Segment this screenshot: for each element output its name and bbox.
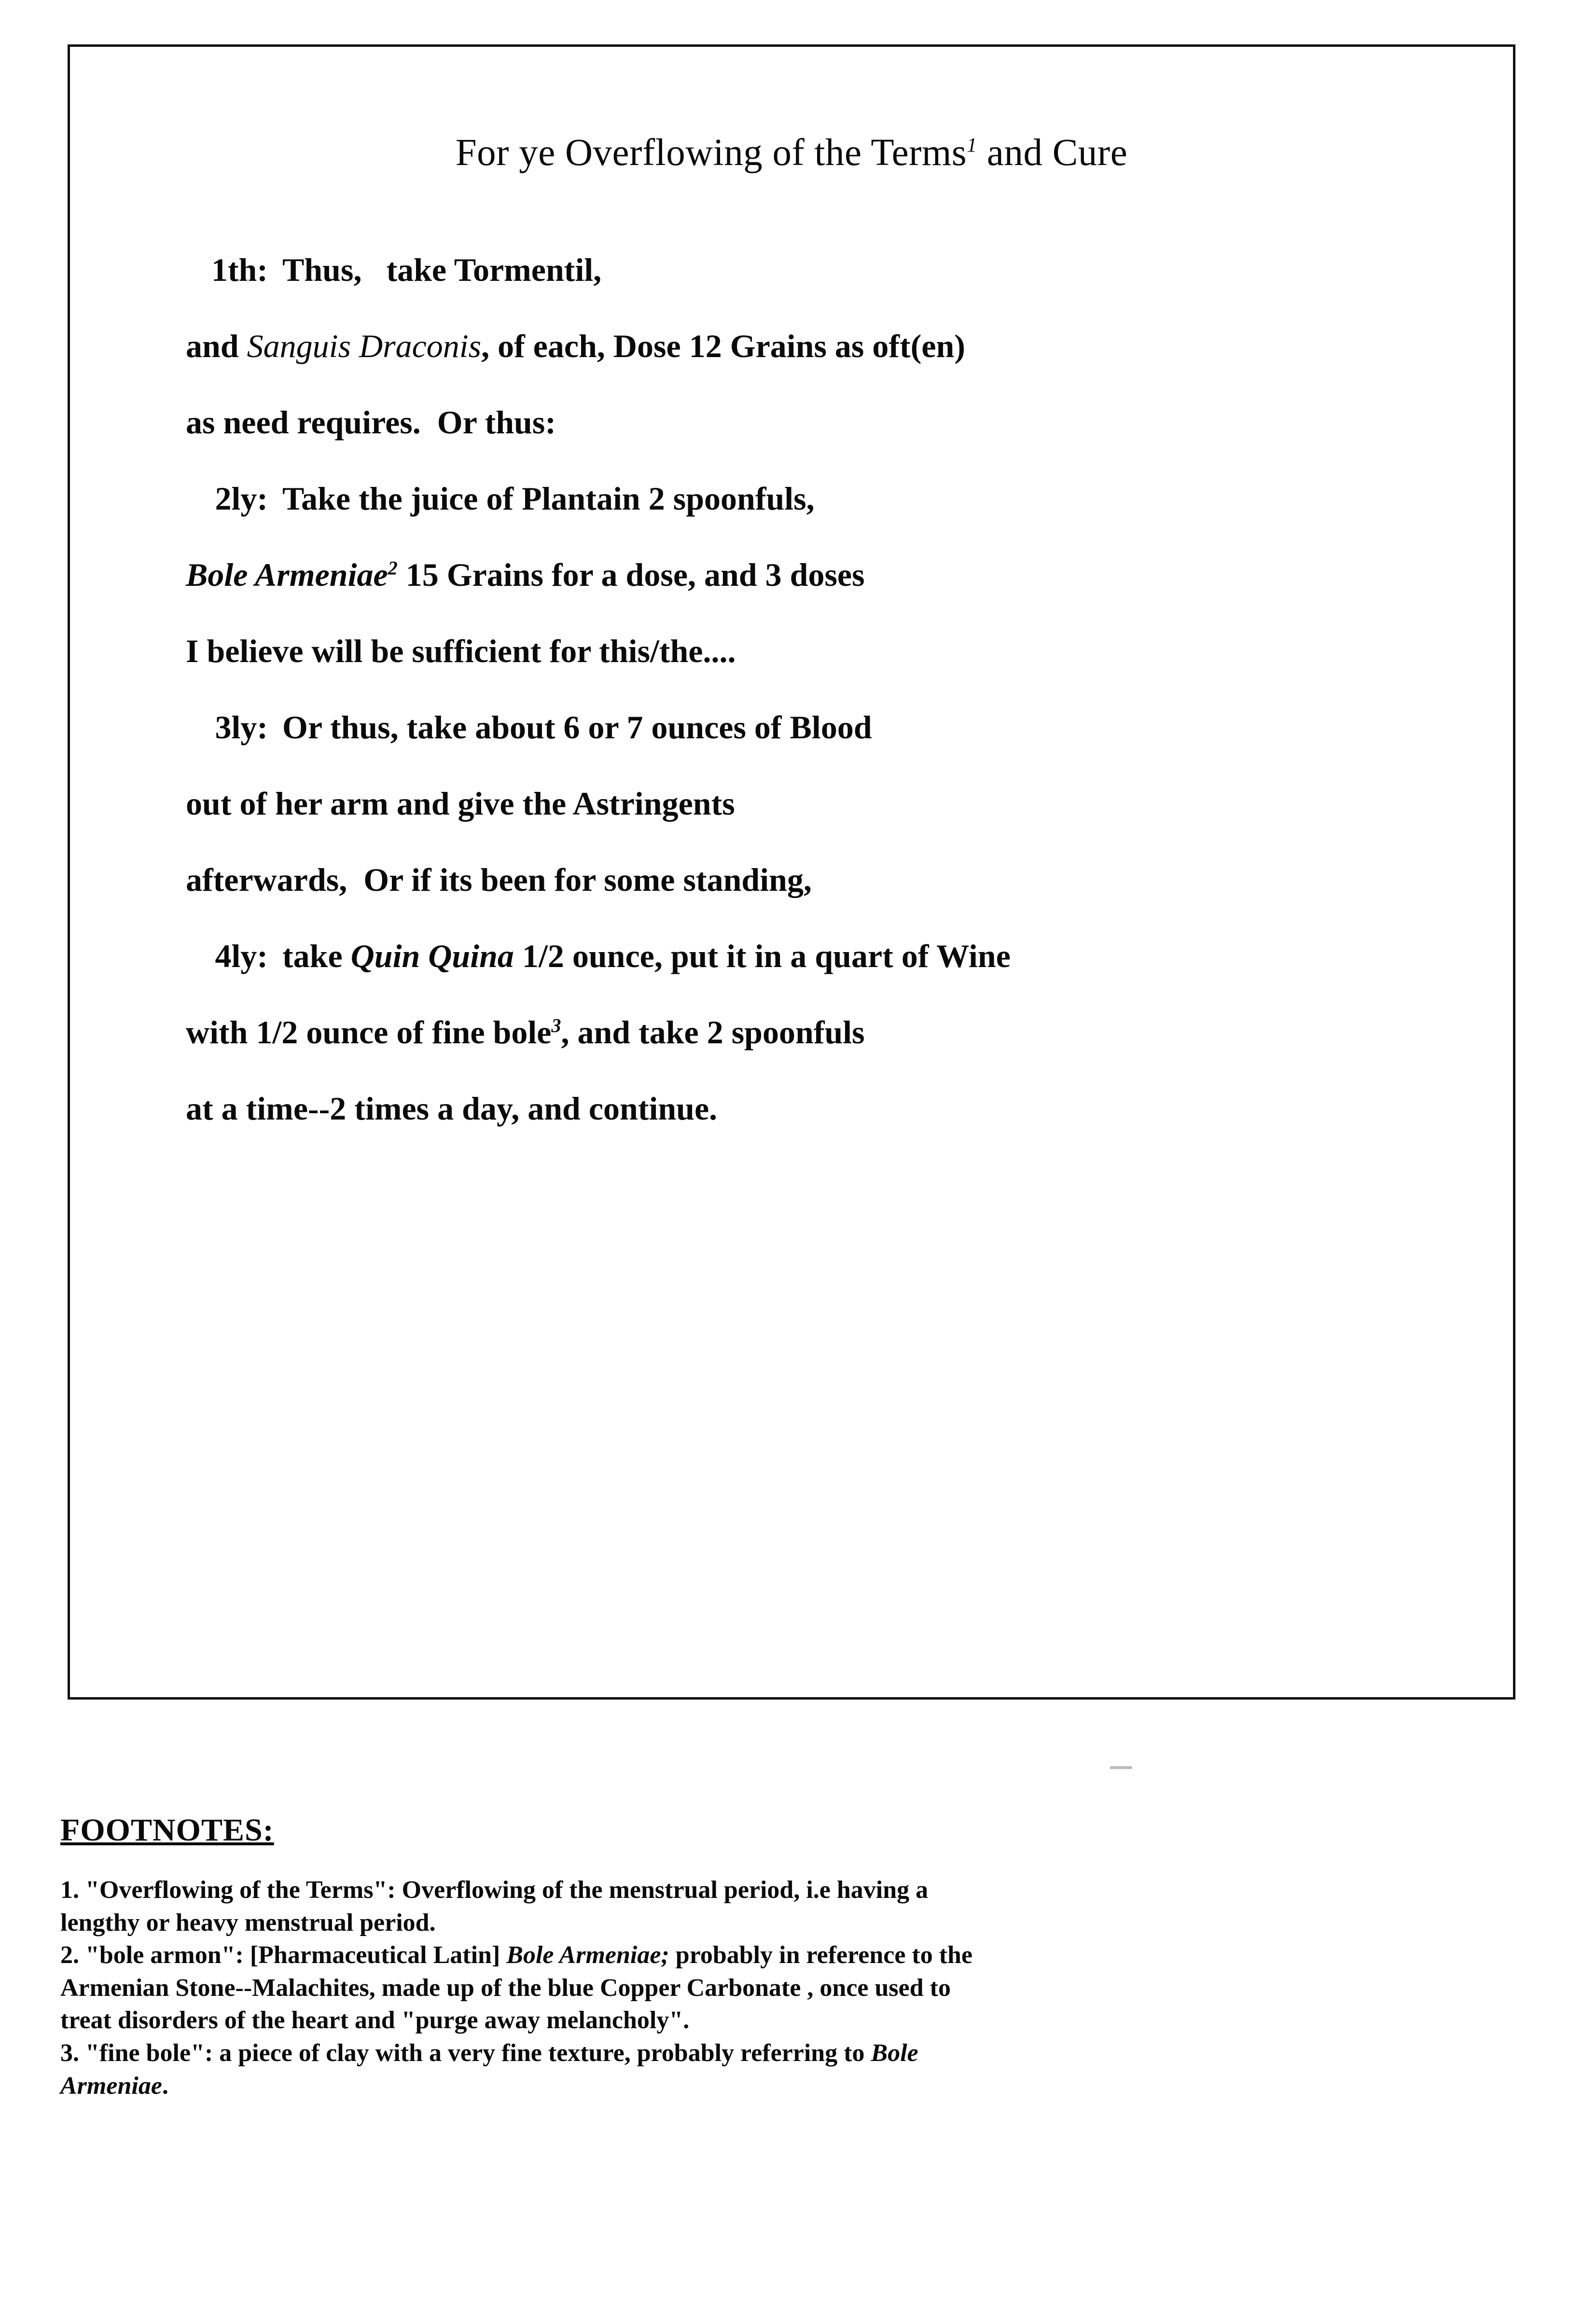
entry-4-line-2 bbox=[70, 994, 1513, 1070]
recipe-entries bbox=[70, 232, 1513, 1147]
entry-4-line-2-text bbox=[186, 1016, 865, 1049]
footnote-3-line-2-period: . bbox=[162, 2072, 168, 2100]
footnote-2-line-3: treat disorders of the heart and "purge away melancholy". bbox=[60, 2006, 690, 2034]
entry-2-line-2-italic: Bole Armeniae bbox=[186, 556, 388, 593]
entry-2-line-3-text: I believe will be sufficient for this/the.... bbox=[186, 633, 736, 669]
entry-1-line-2 bbox=[70, 308, 1513, 384]
entry-4-line-1-part-a: take bbox=[282, 938, 351, 974]
footnote-item-2 bbox=[60, 1939, 1518, 2037]
recipe-entry-1 bbox=[70, 232, 1513, 460]
entry-2-line-2-part-b: 15 Grains for a dose, and 3 doses bbox=[397, 556, 865, 593]
entry-4-line-3 bbox=[70, 1070, 1513, 1147]
recipe-entry-2 bbox=[70, 460, 1513, 689]
footnote-2-italic: Bole Armeniae; bbox=[506, 1941, 669, 1969]
title-footnote-marker: 1 bbox=[967, 134, 977, 157]
page-speck bbox=[1110, 1766, 1132, 1769]
entry-2-line-2-text bbox=[186, 558, 865, 591]
entry-3-line-3 bbox=[70, 842, 1513, 918]
entry-1-line-3 bbox=[70, 384, 1513, 460]
entry-3-line-1 bbox=[70, 689, 1513, 765]
footnote-1-line-2: lengthy or heavy menstrual period. bbox=[60, 1909, 436, 1937]
entry-2-line-3 bbox=[70, 613, 1513, 689]
entry-3-line-2 bbox=[70, 765, 1513, 842]
entry-4-line-1-part-b: 1/2 ounce, put it in a quart of Wine bbox=[513, 938, 1011, 974]
entry-2-line-1 bbox=[70, 460, 1513, 537]
entry-4-line-1 bbox=[70, 918, 1513, 994]
entry-1-line-2-part-a: and bbox=[186, 328, 247, 364]
entry-4-line-1-italic: Quin Quina bbox=[350, 938, 514, 974]
footnote-item-3 bbox=[60, 2037, 1518, 2102]
footnote-2-line-2: Armenian Stone--Malachites, made up of the blue Copper Carbonate , once used to bbox=[60, 1974, 951, 2002]
title-text-part-1: For ye Overflowing of the Terms bbox=[455, 132, 967, 174]
entry-4-marker: 4ly: bbox=[215, 938, 268, 974]
entry-3-line-2-text: out of her arm and give the Astringents bbox=[186, 785, 735, 822]
title-text-part-2: and Cure bbox=[977, 132, 1128, 174]
footnote-3-italic: Bole bbox=[871, 2039, 918, 2067]
page-title bbox=[70, 131, 1513, 175]
footnote-2-part-b: probably in reference to the bbox=[669, 1941, 973, 1969]
entry-4-line-2-part-a: with 1/2 ounce of fine bole bbox=[186, 1014, 552, 1051]
entry-4-line-3-text: at a time--2 times a day, and continue. bbox=[186, 1090, 718, 1127]
entry-3-marker: 3ly: bbox=[215, 709, 268, 746]
entry-1-line-2-part-b: , of each, Dose 12 Grains as oft(en) bbox=[481, 328, 965, 364]
entry-1-line-3-text: as need requires. Or thus: bbox=[186, 404, 556, 441]
entry-3-line-3-text: afterwards, Or if its been for some standing, bbox=[186, 861, 812, 898]
recipe-text-box bbox=[68, 44, 1515, 1700]
entry-3-line-1-text: Or thus, take about 6 or 7 ounces of Blood bbox=[282, 709, 872, 746]
entry-2-marker: 2ly: bbox=[215, 480, 268, 517]
recipe-entry-4 bbox=[70, 918, 1513, 1147]
entry-4-footnote-marker: 3 bbox=[551, 1014, 561, 1037]
footnotes-heading: FOOTNOTES: bbox=[60, 1812, 274, 1848]
entry-1-line-2-text bbox=[186, 330, 965, 362]
recipe-entry-3 bbox=[70, 689, 1513, 918]
entry-4-line-1-text bbox=[282, 940, 1011, 972]
entry-4-line-2-part-b: , and take 2 spoonfuls bbox=[561, 1014, 865, 1051]
footnote-3-line-2-italic: Armeniae bbox=[60, 2072, 162, 2100]
footnote-3-part-a: 3. "fine bole": a piece of clay with a very fine texture, probably referring to bbox=[60, 2039, 871, 2067]
entry-1-line-1 bbox=[70, 232, 1513, 308]
entry-2-line-1-text: Take the juice of Plantain 2 spoonfuls, bbox=[282, 480, 815, 517]
entry-1-marker: 1th: bbox=[211, 251, 268, 288]
entry-2-line-2 bbox=[70, 537, 1513, 613]
entry-1-line-1-text: Thus, take Tormentil, bbox=[282, 251, 602, 288]
entry-2-footnote-marker: 2 bbox=[388, 557, 398, 579]
footnote-item-1 bbox=[60, 1874, 1518, 1939]
footnote-2-part-a: 2. "bole armon": [Pharmaceutical Latin] bbox=[60, 1941, 507, 1969]
footnote-1-line-1: 1. "Overflowing of the Terms": Overflowing of the menstrual period, i.e having a bbox=[60, 1876, 929, 1904]
footnotes-list bbox=[60, 1874, 1518, 2102]
footnotes-section bbox=[60, 1812, 1518, 2102]
entry-1-line-2-italic: Sanguis Draconis bbox=[247, 328, 482, 364]
